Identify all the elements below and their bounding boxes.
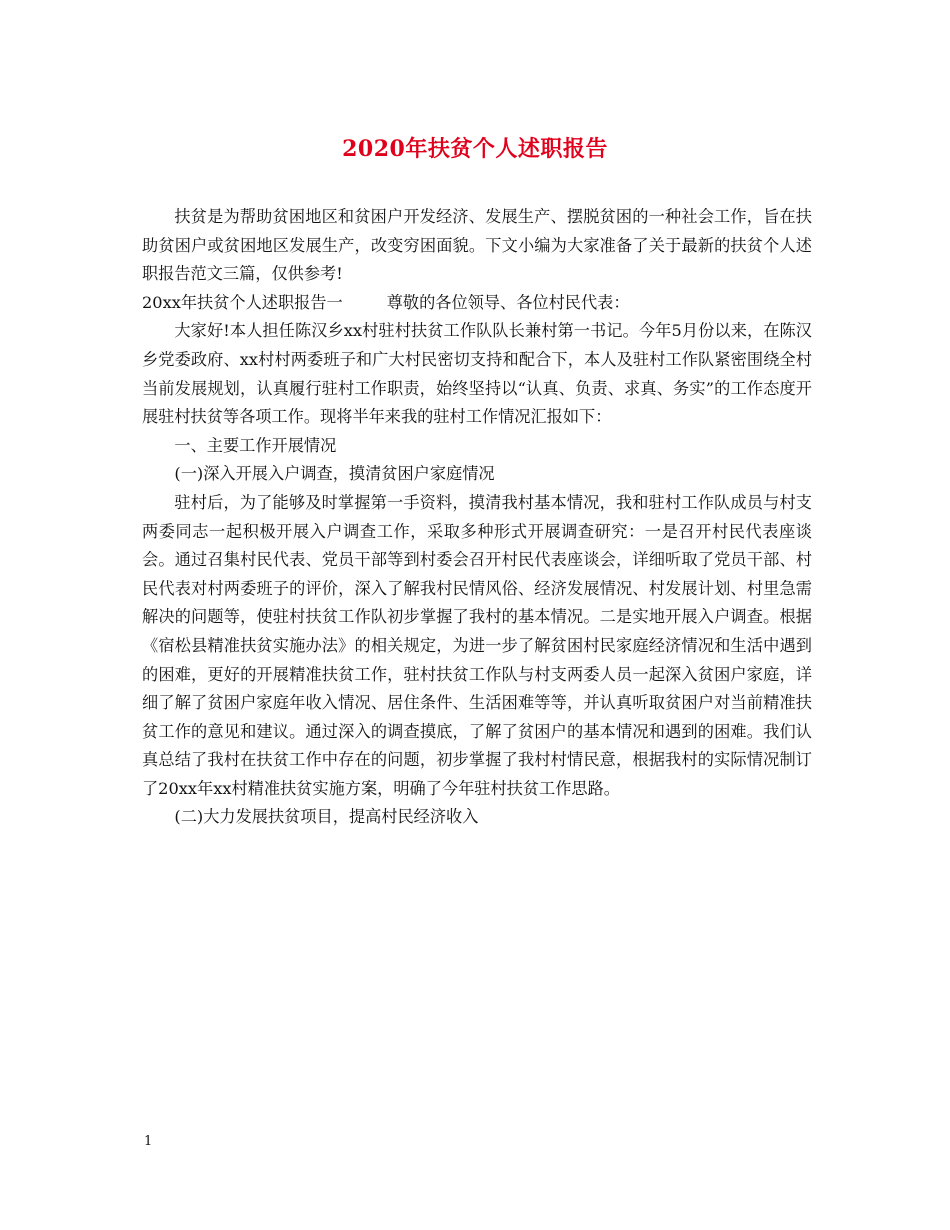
opening-paragraph: 大家好!本人担任陈汉乡xx村驻村扶贫工作队队长兼村第一书记。今年5月份以来，在陈汉乡党委政府、xx村村两委班子和广大村民密切支持和配合下，本人及驻村工作队紧密围绕全村当前发展规划，认真履行驻村工作职责，始终坚持以“认真、负责、求真、务实”的工作态度开展驻村扶贫等各项工作。现将半年来我的驻村工作情况汇报如下： [142, 321, 812, 427]
subsection-heading-1: (一)深入开展入户调查，摸清贫困户家庭情况 [174, 464, 495, 484]
section-heading-1: 一、主要工作开展情况 [174, 435, 337, 455]
document-title: 2020年扶贫个人述职报告 [342, 136, 608, 162]
report-heading-line [142, 289, 812, 318]
report-title: 20xx年扶贫个人述职报告一 [142, 292, 343, 312]
page-number: 1 [144, 1134, 153, 1149]
document-body [142, 203, 812, 832]
subsection-heading-2: (二)大力发展扶贫项目，提高村民经济收入 [174, 807, 479, 827]
greeting: 尊敬的各位领导、各位村民代表： [386, 292, 630, 312]
survey-paragraph: 驻村后，为了能够及时掌握第一手资料，摸清我村基本情况，我和驻村工作队成员与村支两委同志一起积极开展入户调查工作，采取多种形式开展调查研究：一是召开村民代表座谈会。通过召集村民代表、党员干部等到村委会召开村民代表座谈会，详细听取了党员干部、村民代表对村两委班子的评价，深入了解我村民情风俗、经济发展情况、村发展计划、村里急需解决的问题等，使驻村扶贫工作队初步掌握了我村的基本情况。二是实地开展入户调查。根据《宿松县精准扶贫实施办法》的相关规定，为进一步了解贫困村民家庭经济情况和生活中遇到的困难，更好的开展精准扶贫工作，驻村扶贫工作队与村支两委人员一起深入贫困户家庭，详细了解了贫困户家庭年收入情况、居住条件、生活困难等等，并认真听取贫困户对当前精准扶贫工作的意见和建议。通过深入的调查摸底，了解了贫困户的基本情况和遇到的困难。我们认真总结了我村在扶贫工作中存在的问题，初步掌握了我村村情民意，根据我村的实际情况制订了20xx年xx村精准扶贫实施方案，明确了今年驻村扶贫工作思路。 [142, 492, 812, 798]
intro-paragraph: 扶贫是为帮助贫困地区和贫困户开发经济、发展生产、摆脱贫困的一种社会工作，旨在扶助贫困户或贫困地区发展生产，改变穷困面貌。下文小编为大家准备了关于最新的扶贫个人述职报告范文三篇，仅供参考! [142, 207, 812, 284]
